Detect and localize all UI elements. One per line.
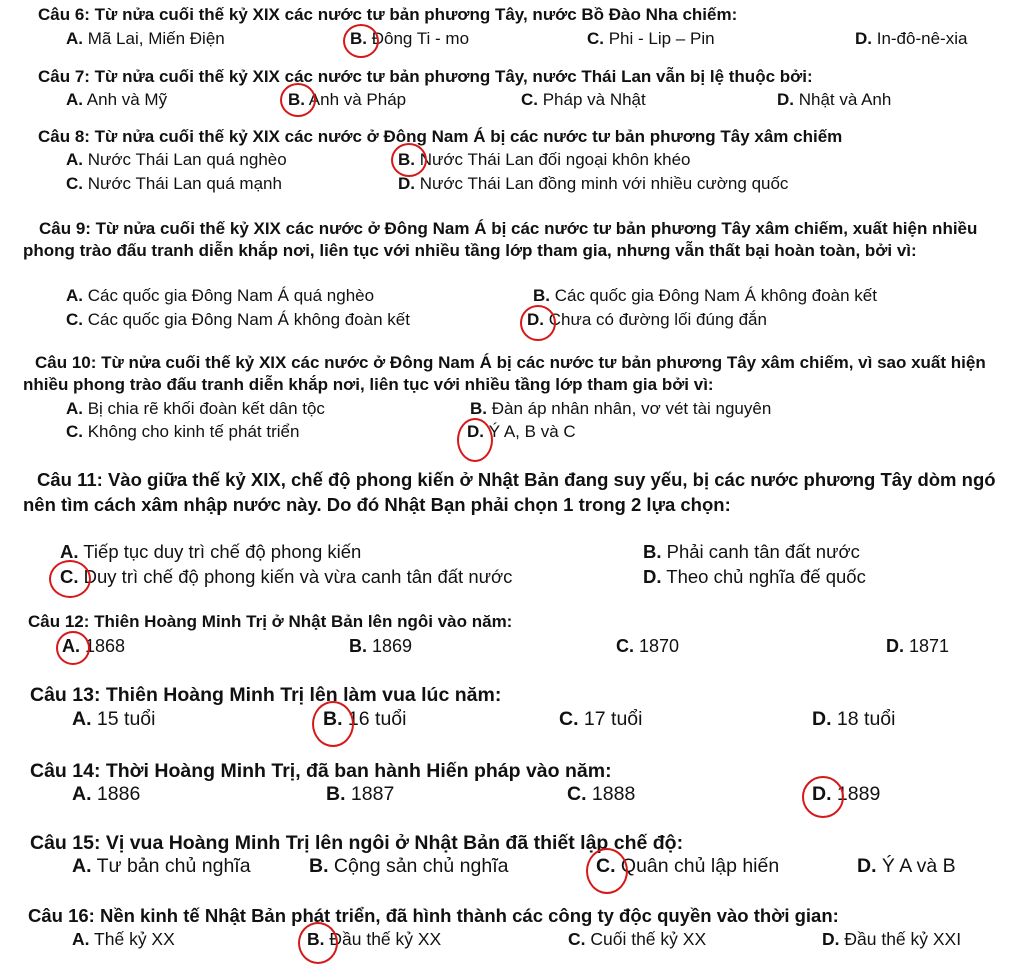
option-c: C. Phi - Lip – Pin — [587, 29, 715, 48]
option-b: B. Anh và Pháp — [288, 90, 407, 109]
question-stem: Câu 12: Thiên Hoàng Minh Trị ở Nhật Bản lên ngôi vào năm: — [28, 612, 513, 631]
option-d: D. Nước Thái Lan đồng minh với nhiều cường quốc — [398, 174, 789, 193]
option-a: A. Mã Lai, Miến Điện — [66, 29, 225, 48]
option-b: B. Đàn áp nhân nhân, vơ vét tài nguyên — [470, 399, 772, 418]
option-b: B. Nước Thái Lan đối ngoại khôn khéo — [398, 150, 691, 169]
option-b: B. Cộng sản chủ nghĩa — [309, 855, 509, 877]
option-d: D. Chưa có đường lối đúng đắn — [527, 310, 767, 329]
option-a: A. Thế kỷ XX — [72, 929, 175, 949]
option-c: C. 1888 — [567, 783, 636, 805]
option-d: D. 1871 — [886, 636, 950, 656]
option-b: B. Phải canh tân đất nước — [643, 541, 860, 562]
question-stem: Câu 6: Từ nửa cuối thế kỷ XIX các nước tư bản phương Tây, nước Bồ Đào Nha chiếm: — [38, 5, 738, 24]
option-c: C. Không cho kinh tế phát triển — [66, 422, 300, 441]
option-a: A. Tiếp tục duy trì chế độ phong kiến — [60, 541, 362, 562]
question-stem: Câu 7: Từ nửa cuối thế kỷ XIX các nước tư bản phương Tây, nước Thái Lan vẫn bị lệ thuộc bởi: — [38, 67, 813, 86]
option-a: A. 1868 — [62, 636, 126, 656]
option-d: D. Đầu thế kỷ XXI — [822, 929, 962, 949]
option-d: D. Ý A, B và C — [467, 422, 576, 441]
option-c: C. Các quốc gia Đông Nam Á không đoàn kết — [66, 310, 410, 329]
question-stem: Câu 11: Vào giữa thế kỷ XIX, chế độ phong kiến ở Nhật Bản đang suy yếu, bị các nước phương Tây dòm ngó nên tìm cách xâm nhập nước này. Do đó Nhật Bạn phải chọn 1 trong 2 lựa chọn: — [23, 469, 996, 515]
option-c: C. 17 tuổi — [559, 708, 643, 730]
option-b: B. Đầu thế kỷ XX — [307, 929, 442, 949]
option-b: B. 16 tuổi — [323, 708, 407, 730]
option-a: A. 15 tuổi — [72, 708, 156, 730]
question-stem: Câu 16: Nền kinh tế Nhật Bản phát triển, đã hình thành các công ty độc quyền vào thời gian: — [28, 905, 839, 926]
option-d: D. 18 tuổi — [812, 708, 896, 730]
option-b: B. Các quốc gia Đông Nam Á không đoàn kết — [533, 286, 877, 305]
option-a: A. Anh và Mỹ — [66, 90, 168, 109]
option-b: B. Đông Ti - mo — [350, 29, 470, 48]
question-stem: Câu 9: Từ nửa cuối thế kỷ XIX các nước ở Đông Nam Á bị các nước tư bản phương Tây xâm chiếm, xuất hiện nhiều phong trào đấu tranh diễn khắp nơi, liên tục với nhiều tầng lớp tham gia, nhưng vẫn thất bại hoàn toàn, bởi vì: — [23, 219, 978, 260]
option-c: C. Nước Thái Lan quá mạnh — [66, 174, 282, 193]
option-a: A. Các quốc gia Đông Nam Á quá nghèo — [66, 286, 375, 305]
option-c: C. Quân chủ lập hiến — [596, 855, 780, 877]
option-c: C. 1870 — [616, 636, 680, 656]
option-d: D. 1889 — [812, 783, 881, 805]
question-stem: Câu 8: Từ nửa cuối thế kỷ XIX các nước ở Đông Nam Á bị các nước tư bản phương Tây xâm chiếm — [38, 127, 843, 146]
question-stem: Câu 10: Từ nửa cuối thế kỷ XIX các nước ở Đông Nam Á bị các nước tư bản phương Tây xâm chiếm, vì sao xuất hiện nhiều phong trào đấu tranh diễn khắp nơi, liên tục với nhiều tầng lớp tham gia bởi vì: — [23, 353, 986, 394]
option-a: A. 1886 — [72, 783, 141, 805]
option-c: C. Pháp và Nhật — [521, 90, 646, 109]
question-stem: Câu 15: Vị vua Hoàng Minh Trị lên ngôi ở Nhật Bản đã thiết lập chế độ: — [30, 832, 684, 854]
option-b: B. 1869 — [349, 636, 413, 656]
question-stem: Câu 13: Thiên Hoàng Minh Trị lên làm vua lúc năm: — [30, 684, 502, 706]
option-d: D. In-đô-nê-xia — [855, 29, 968, 48]
option-a: A. Tư bản chủ nghĩa — [72, 855, 251, 877]
option-d: D. Nhật và Anh — [777, 90, 892, 109]
option-a: A. Bị chia rẽ khối đoàn kết dân tộc — [66, 399, 325, 418]
option-d: D. Ý A và B — [857, 855, 956, 877]
option-c: C. Duy trì chế độ phong kiến và vừa canh tân đất nước — [60, 566, 513, 587]
question-stem: Câu 14: Thời Hoàng Minh Trị, đã ban hành Hiến pháp vào năm: — [30, 760, 612, 782]
option-c: C. Cuối thế kỷ XX — [568, 929, 707, 949]
option-d: D. Theo chủ nghĩa đế quốc — [643, 566, 866, 587]
option-a: A. Nước Thái Lan quá nghèo — [66, 150, 287, 169]
option-b: B. 1887 — [326, 783, 395, 805]
